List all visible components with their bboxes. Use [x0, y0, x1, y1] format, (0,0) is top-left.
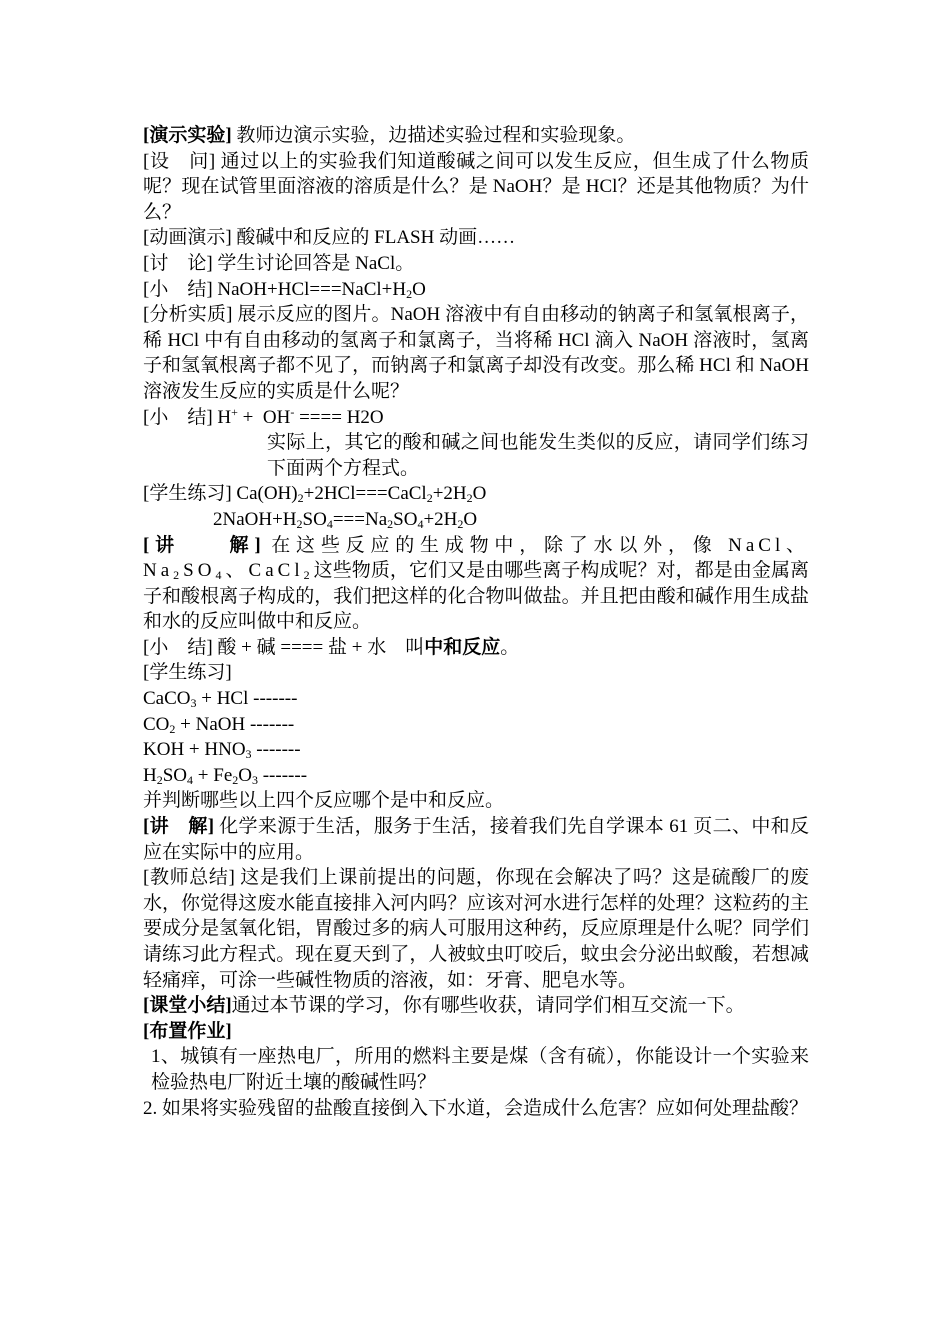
paragraph-question [143, 149, 809, 226]
homework-item-1 [143, 1044, 809, 1095]
equation: H+ + OH- ==== H2O [217, 404, 384, 428]
paragraph-lecture [143, 533, 809, 635]
paragraph-text: 酸 + 碱 ==== 盐 + 水 叫 [217, 636, 425, 658]
section-label: [分析实质] [143, 304, 233, 326]
section-label: [演示实验] [143, 125, 232, 146]
equation: $2NaOH+H_2SO_4===Na_2SO_4+2H_2O$ [213, 508, 478, 531]
homework-item-2 [143, 1096, 809, 1122]
paragraph-ion-equation [143, 405, 809, 431]
paragraph-text: 城镇有一座热电厂，所用的燃料主要是煤（含有硫），你能设计一个实验来检验热电厂附近土壤的酸碱性吗？ [151, 1046, 809, 1093]
paragraph-summary-equation [143, 277, 809, 303]
item-number: 1、 [151, 1046, 181, 1068]
section-label: [讲 解] [143, 534, 265, 556]
paragraph-text: 化学来源于生活，服务于生活，接着我们先自学课本 61 页二、中和反应在实际中的应用。 [143, 816, 810, 863]
equation: $Ca(OH)_2+2HCl===CaCl_2+2H_2O$ [236, 483, 487, 506]
paragraph-text: 酸碱中和反应的 FLASH 动画…… [236, 227, 516, 249]
paragraph-exercise-2 [143, 507, 809, 533]
practice-reaction-4: $H_2SO_4 + Fe_2O_3$ ------- [143, 764, 308, 787]
paragraph-text: 通过本节课的学习，你有哪些收获，请同学们相互交流一下。 [231, 995, 745, 1017]
paragraph-lecture-2 [143, 814, 809, 865]
paragraph-demo-experiment [143, 123, 809, 149]
paragraph-animation [143, 225, 809, 251]
section-label: [动画演示] [143, 227, 232, 249]
section-label: [小 结] [143, 278, 213, 300]
section-label: [学生练习] [143, 483, 232, 505]
paragraph-teacher-summary [143, 865, 809, 993]
paragraph-text: 通过以上的实验我们知道酸碱之间可以发生反应，但生成了什么物质呢？现在试管里面溶液的溶质是什么？是 NaOH？是 HCl？还是其他物质？为什么？ [143, 150, 810, 223]
paragraph-text: 教师边演示实验，边描述实验过程和实验现象。 [236, 125, 636, 146]
paragraph-discussion [143, 251, 809, 277]
paragraph-judge [143, 788, 809, 814]
section-label: [讨 论] [143, 252, 213, 274]
paragraph-practice-title [143, 660, 809, 686]
paragraph-exercise-1 [143, 481, 809, 507]
paragraph-text: 这些物质，它们又是由哪些离子构成呢？对，都是由金属离子和酸根离子构成的，我们把这样的化合物叫做盐。并且把由酸和碱作用生成盐和水的反应叫做中和反应。 [143, 560, 809, 633]
section-label: [课堂小结] [143, 995, 232, 1017]
section-label: [小 结] [143, 406, 213, 428]
term-neutralization: 中和反应 [424, 636, 501, 658]
paragraph-class-summary [143, 993, 809, 1019]
paragraph-explanation [143, 430, 809, 481]
section-label: [小 结] [143, 636, 213, 658]
section-label: [讲 解] [143, 816, 215, 838]
paragraph-analysis [143, 302, 809, 404]
practice-reaction-1: CaCO$_3$ + HCl ------- [143, 688, 298, 711]
paragraph-text: 如果将实验残留的盐酸直接倒入下水道，会造成什么危害？应如何处理盐酸？ [162, 1097, 809, 1119]
document-body [143, 123, 809, 1121]
paragraph-text: 展示反应的图片。NaOH 溶液中有自由移动的钠离子和氢氧根离子，稀 HCl 中有自由移动的氢离子和氯离子，当将稀 HCl 滴入 NaOH 溶液时，氢离子和氢氧根离子都不见了，而钠离子和氯离子却没有改变。那么稀 HCl 和 NaOH 溶液发生反应的实质是什么呢？ [143, 304, 810, 402]
item-number: 2. [143, 1097, 162, 1119]
paragraph-text: 在这些反应的生成物中，除了水以外，像 NaCl、$Na_2SO_4$、CaCl$_2$ [143, 534, 810, 583]
paragraph-homework-title [143, 1019, 809, 1045]
section-label: [学生练习] [143, 662, 232, 684]
paragraph-neutralization: [小 结] 酸 + 碱 ==== 盐 + 水 叫中和反应。 [143, 636, 520, 658]
practice-reaction-2: $CO_2$ + NaOH ------- [143, 713, 295, 736]
section-label: [设 问] [143, 150, 216, 172]
paragraph-text: 并判断哪些以上四个反应哪个是中和反应。 [143, 790, 505, 812]
practice-reaction-3: KOH + $HNO_3$ ------- [143, 739, 301, 762]
paragraph-text: 这是我们上课前提出的问题，你现在会解决了吗？这是硫酸厂的废水，你觉得这废水能直接排入河内吗？应该对河水进行怎样的处理？这粒药的主要成分是氢氧化铝，胃酸过多的病人可服用这种药，反应原理是什么呢？同学们请练习此方程式。现在夏天到了，人被蚊虫叮咬后，蚊虫会分泌出蚁酸，若想减轻痛痒，可涂一些碱性物质的溶液，如：牙膏、肥皂水等。 [143, 867, 809, 991]
section-label: [教师总结] [143, 867, 235, 889]
equation: $NaOH+HCl===NaCl+H_2O$ [217, 278, 426, 301]
paragraph-text: 学生讨论回答是 NaCl。 [217, 252, 415, 274]
paragraph-text: 实际上，其它的酸和碱之间也能发生类似的反应，请同学们练习下面两个方程式。 [267, 432, 809, 479]
section-label: [布置作业] [143, 1020, 232, 1042]
